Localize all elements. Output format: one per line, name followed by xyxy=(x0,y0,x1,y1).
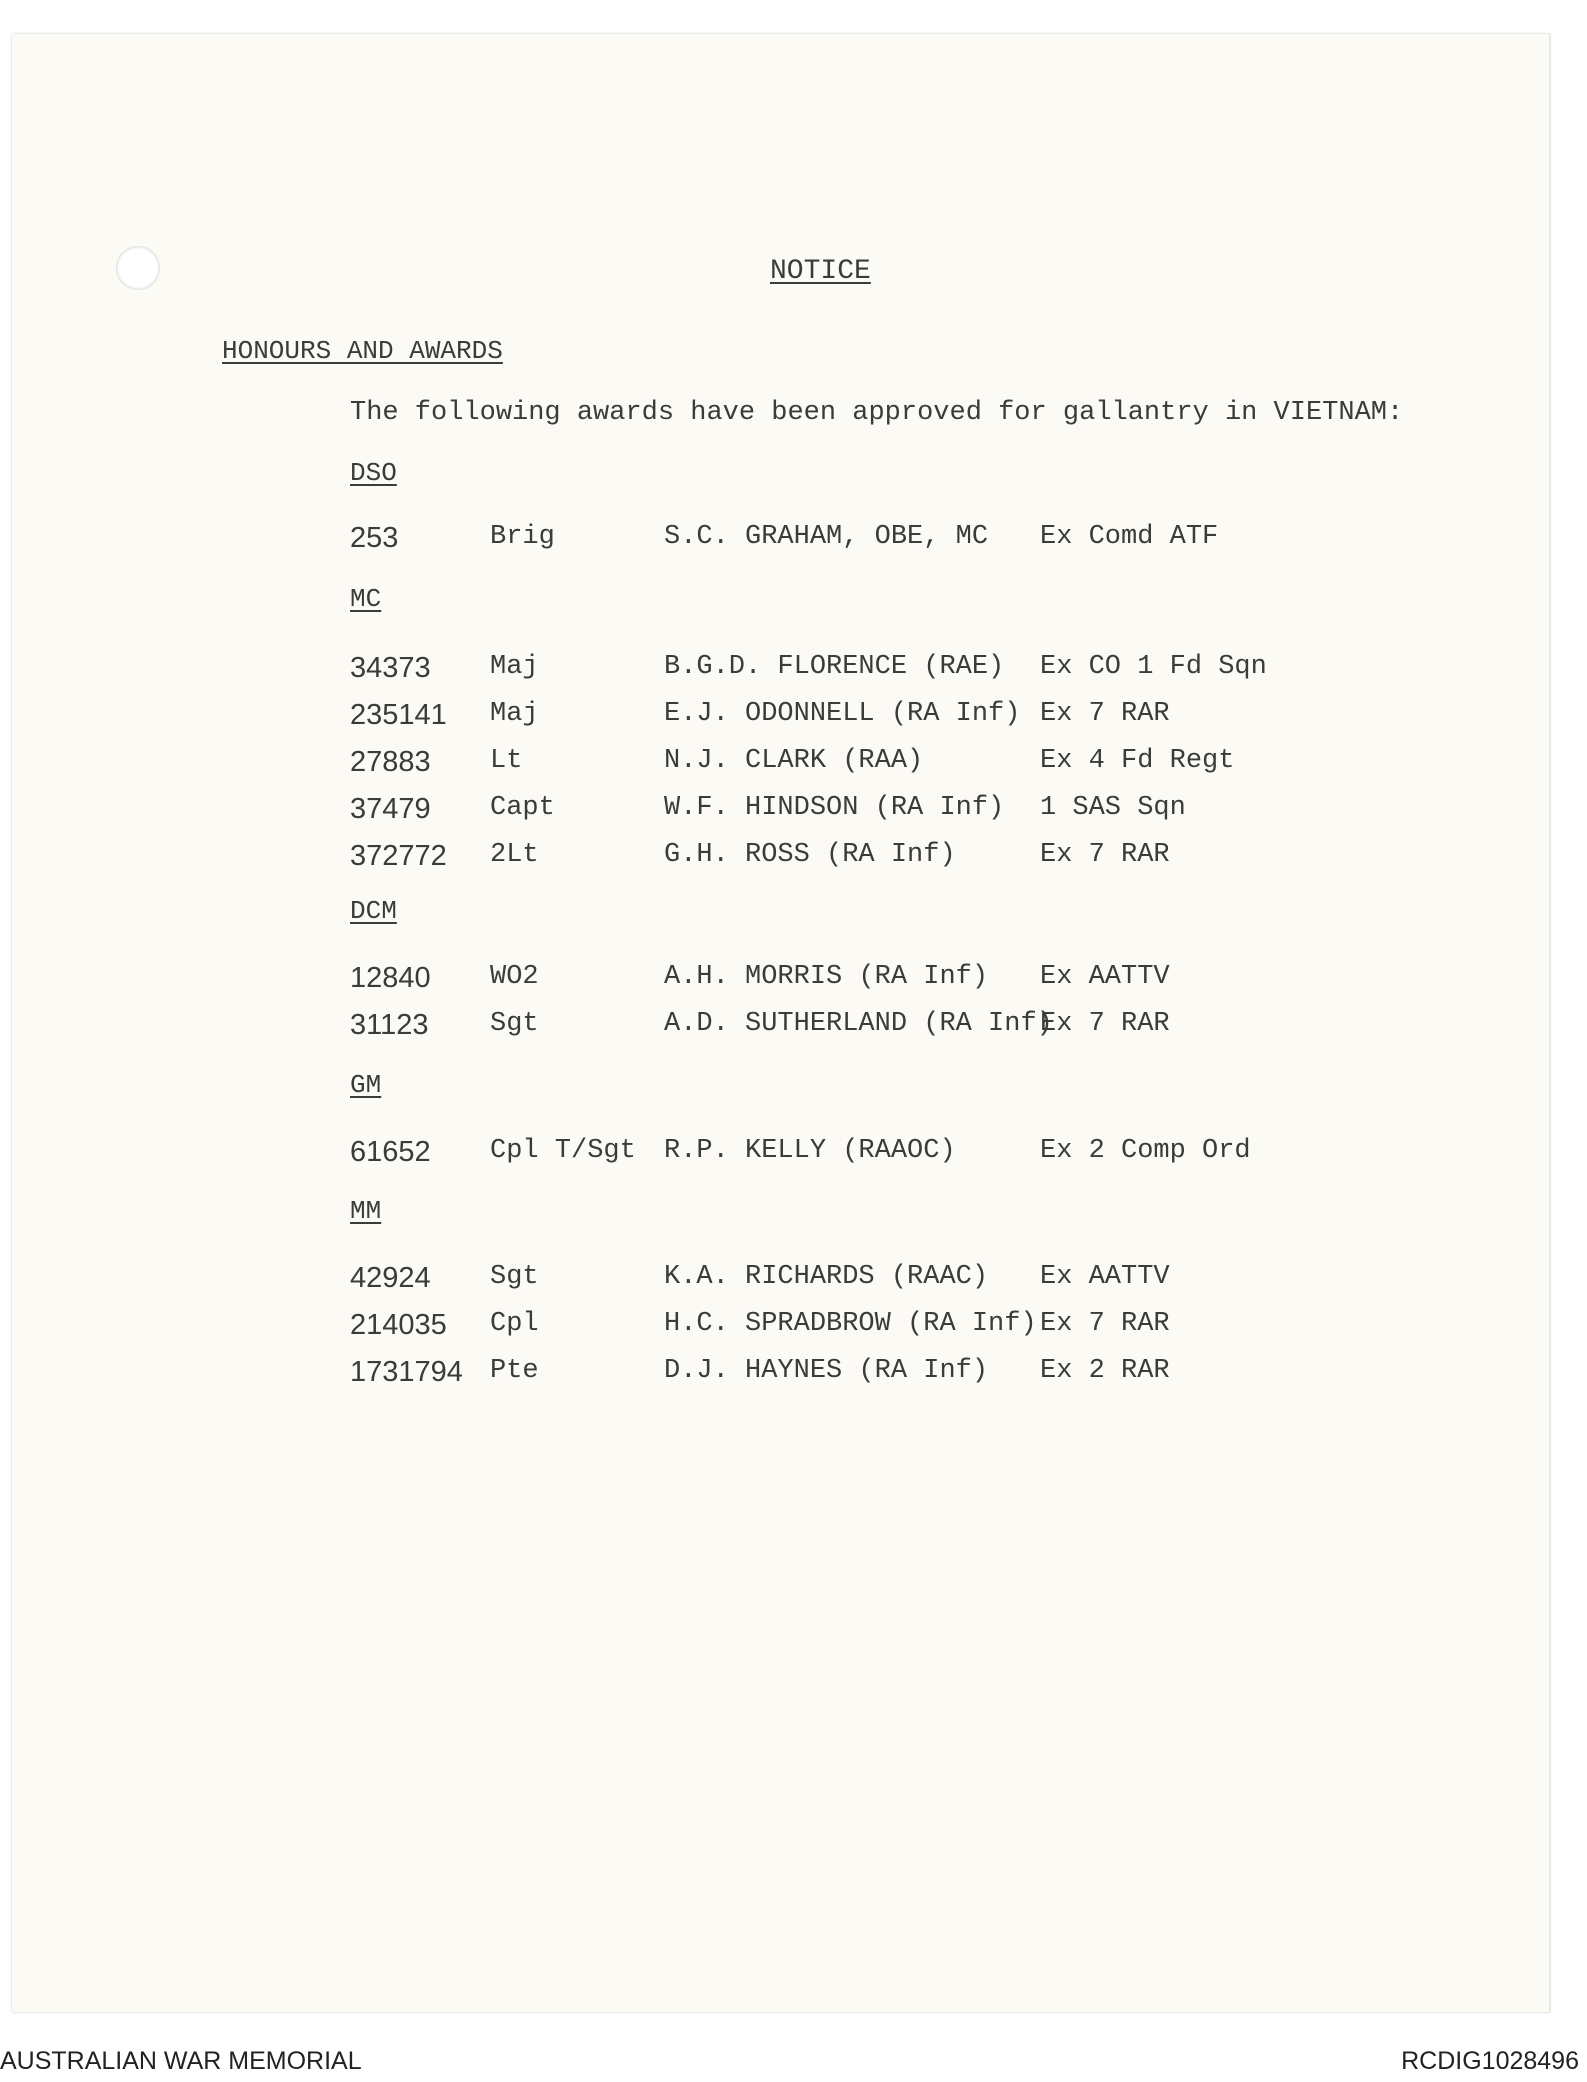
award-row xyxy=(350,1136,1350,1172)
service-number: 42924 xyxy=(350,1262,431,1294)
recipient-name: G.H. ROSS (RA Inf) xyxy=(664,840,956,870)
recipient-name: N.J. CLARK (RAA) xyxy=(664,746,924,776)
rank: Brig xyxy=(490,522,555,552)
recipient-name: A.D. SUTHERLAND (RA Inf) xyxy=(664,1009,1053,1039)
punch-hole xyxy=(116,246,160,290)
rank: 2Lt xyxy=(490,840,539,870)
rank: Cpl xyxy=(490,1309,539,1339)
rank: Capt xyxy=(490,793,555,823)
unit: Ex 2 RAR xyxy=(1040,1356,1170,1386)
service-number: 61652 xyxy=(350,1136,431,1168)
footer-credit: AUSTRALIAN WAR MEMORIAL xyxy=(0,2047,362,2075)
award-category-label: GM xyxy=(350,1070,382,1100)
recipient-name: W.F. HINDSON (RA Inf) xyxy=(664,793,1005,823)
service-number: 12840 xyxy=(350,962,431,994)
footer-reference: RCDIG1028496 xyxy=(1401,2047,1579,2075)
recipient-name: S.C. GRAHAM, OBE, MC xyxy=(664,522,989,552)
service-number: 372772 xyxy=(350,840,447,872)
award-row xyxy=(350,1356,1350,1392)
rank: Maj xyxy=(490,699,539,729)
service-number: 214035 xyxy=(350,1309,447,1341)
award-row xyxy=(350,699,1350,735)
rank: WO2 xyxy=(490,962,539,992)
unit: Ex 7 RAR xyxy=(1040,1309,1170,1339)
recipient-name: D.J. HAYNES (RA Inf) xyxy=(664,1356,989,1386)
rank: Cpl T/Sgt xyxy=(490,1136,636,1166)
service-number: 253 xyxy=(350,522,399,554)
honours-heading: HONOURS AND AWARDS xyxy=(222,336,503,366)
rank: Lt xyxy=(490,746,523,776)
unit: Ex AATTV xyxy=(1040,1262,1170,1292)
recipient-name: E.J. ODONNELL (RA Inf) xyxy=(664,699,1021,729)
award-row xyxy=(350,522,1350,558)
notice-title: NOTICE xyxy=(770,256,871,287)
rank: Sgt xyxy=(490,1009,539,1039)
recipient-name: H.C. SPRADBROW (RA Inf) xyxy=(664,1309,1037,1339)
recipient-name: B.G.D. FLORENCE (RAE) xyxy=(664,652,1005,682)
service-number: 1731794 xyxy=(350,1356,463,1388)
unit: Ex 7 RAR xyxy=(1040,840,1170,870)
service-number: 27883 xyxy=(350,746,431,778)
recipient-name: K.A. RICHARDS (RAAC) xyxy=(664,1262,989,1292)
service-number: 34373 xyxy=(350,652,431,684)
award-category-label: MC xyxy=(350,584,382,614)
award-row xyxy=(350,746,1350,782)
unit: Ex 7 RAR xyxy=(1040,699,1170,729)
unit: Ex 2 Comp Ord xyxy=(1040,1136,1251,1166)
unit: Ex Comd ATF xyxy=(1040,522,1219,552)
unit: Ex AATTV xyxy=(1040,962,1170,992)
award-row xyxy=(350,840,1350,876)
unit: Ex 7 RAR xyxy=(1040,1009,1170,1039)
unit: Ex CO 1 Fd Sqn xyxy=(1040,652,1267,682)
rank: Maj xyxy=(490,652,539,682)
award-category-label: DSO xyxy=(350,458,397,488)
service-number: 235141 xyxy=(350,699,447,731)
award-row xyxy=(350,1009,1350,1045)
award-row xyxy=(350,962,1350,998)
award-row xyxy=(350,1309,1350,1345)
recipient-name: A.H. MORRIS (RA Inf) xyxy=(664,962,989,992)
unit: 1 SAS Sqn xyxy=(1040,793,1186,823)
service-number: 31123 xyxy=(350,1009,429,1041)
award-category-label: MM xyxy=(350,1196,382,1226)
intro-text: The following awards have been approved for gallantry in VIETNAM: xyxy=(350,398,1404,428)
award-row xyxy=(350,652,1350,688)
service-number: 37479 xyxy=(350,793,431,825)
rank: Pte xyxy=(490,1356,539,1386)
rank: Sgt xyxy=(490,1262,539,1292)
award-category-label: DCM xyxy=(350,896,397,926)
award-row xyxy=(350,1262,1350,1298)
unit: Ex 4 Fd Regt xyxy=(1040,746,1235,776)
recipient-name: R.P. KELLY (RAAOC) xyxy=(664,1136,956,1166)
award-row xyxy=(350,793,1350,829)
